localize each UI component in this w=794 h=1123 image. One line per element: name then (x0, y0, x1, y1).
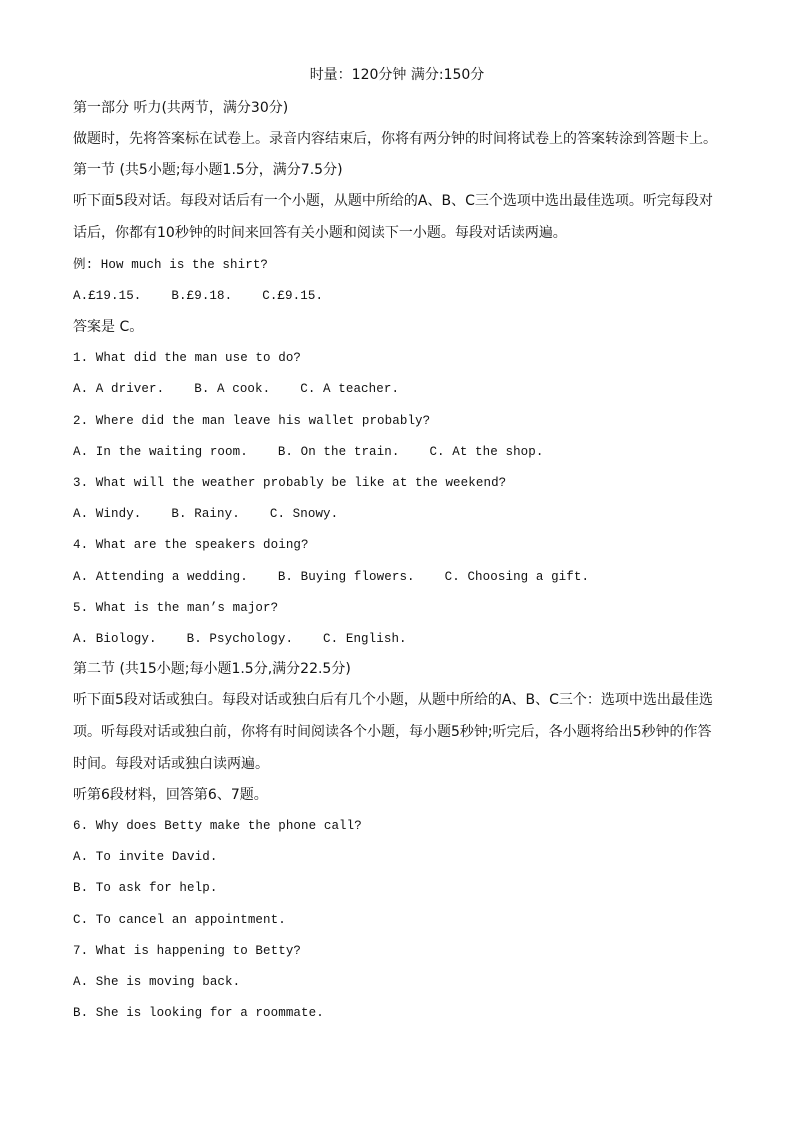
example-question: 例: How much is the shirt? (73, 258, 269, 272)
section2-instruction-line1: 听下面5段对话或独白。每段对话或独白后有几个小题，从题中所给的A、B、C三个：选项中选出最佳选 (73, 692, 713, 708)
passage6-intro: 听第6段材料，回答第6、7题。 (73, 787, 268, 803)
q5-option-b: B. Psychology. (186, 632, 294, 646)
q3-option-a: A. Windy. (73, 507, 142, 521)
q5-option-a: A. Biology. (73, 632, 157, 646)
q6-option-c: C. To cancel an appointment. (73, 913, 286, 927)
question-2-options (73, 443, 724, 461)
question-7: 7. What is happening to Betty? (73, 944, 302, 958)
q3-option-b: B. Rainy. (171, 507, 240, 521)
example-option-b: B.£9.18. (171, 289, 233, 303)
q5-option-c: C. English. (323, 632, 407, 646)
section1-instruction-line1: 听下面5段对话。每段对话后有一个小题，从题中所给的A、B、C三个选项中选出最佳选项。听完每段对 (73, 193, 713, 209)
q4-option-a: A. Attending a wedding. (73, 570, 248, 584)
q4-option-b: B. Buying flowers. (277, 570, 415, 584)
section2-instruction-line3: 时间。每段对话或独白读两遍。 (73, 756, 269, 772)
question-1: 1. What did the man use to do? (73, 351, 302, 365)
question-1-options (73, 380, 724, 398)
question-6: 6. Why does Betty make the phone call? (73, 819, 362, 833)
example-options (73, 287, 724, 305)
section2-heading: 第二节 (共15小题;每小题1.5分,满分22.5分) (73, 661, 351, 677)
q7-option-a: A. She is moving back. (73, 975, 241, 989)
q2-option-b: B. On the train. (277, 445, 400, 459)
example-answer: 答案是 C。 (73, 319, 144, 335)
section2-instruction-line2: 项。听每段对话或独白前，你将有时间阅读各个小题，每小题5秒钟;听完后，各小题将给出5秒钟的作答 (73, 724, 712, 740)
q7-option-b: B. She is looking for a roommate. (73, 1006, 324, 1020)
q6-option-b: B. To ask for help. (73, 881, 218, 895)
q1-option-c: C. A teacher. (300, 382, 400, 396)
example-option-c: C.£9.15. (262, 289, 324, 303)
q3-option-c: C. Snowy. (269, 507, 339, 521)
exam-time-score: 时量：120分钟 满分:150分 (309, 67, 485, 83)
section1-heading: 第一节 (共5小题;每小题1.5分，满分7.5分) (73, 162, 343, 178)
q4-option-c: C. Choosing a gift. (444, 570, 590, 584)
example-option-a: A.£19.15. (73, 289, 142, 303)
question-3-options (73, 505, 724, 523)
q1-option-a: A. A driver. (73, 382, 165, 396)
question-3: 3. What will the weather probably be like at the weekend? (73, 476, 507, 490)
q2-option-c: C. At the shop. (429, 445, 544, 459)
question-5: 5. What is the man’s major? (73, 601, 279, 615)
question-5-options (73, 630, 724, 648)
section1-instruction-line2: 话后，你都有10秒钟的时间来回答有关小题和阅读下一小题。每段对话读两遍。 (73, 225, 567, 241)
part1-instruction: 做题时，先将答案标在试卷上。录音内容结束后，你将有两分钟的时间将试卷上的答案转涂到答题卡上。 (73, 131, 717, 147)
question-4: 4. What are the speakers doing? (73, 538, 309, 552)
q6-option-a: A. To invite David. (73, 850, 218, 864)
q2-option-a: A. In the waiting room. (73, 445, 248, 459)
q1-option-b: B. A cook. (194, 382, 271, 396)
question-4-options (73, 568, 724, 586)
part1-heading: 第一部分 听力(共两节，满分30分) (73, 100, 289, 116)
question-2: 2. Where did the man leave his wallet probably? (73, 414, 431, 428)
